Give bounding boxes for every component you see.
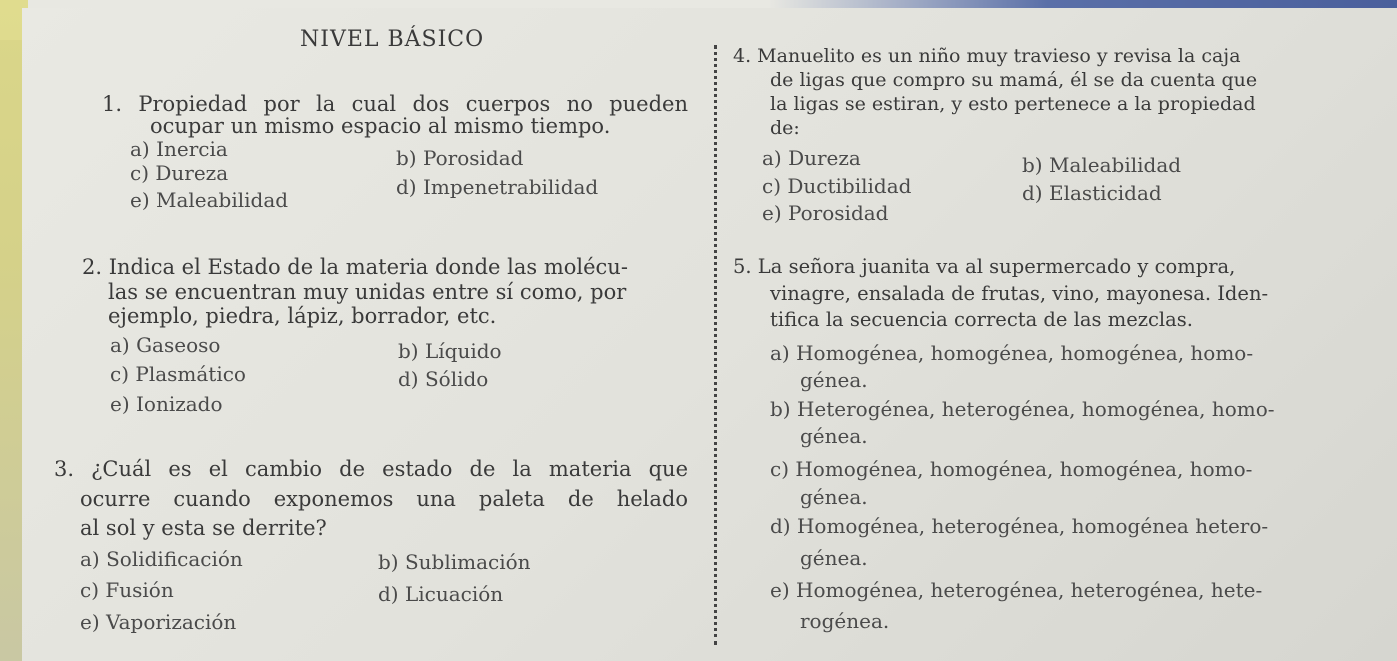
q5-option-b-line1[interactable]: b) Heterogénea, heterogénea, homogénea, homo- — [770, 397, 1275, 421]
q4-text-line4: de: — [770, 117, 800, 139]
q5-option-c-line2: génea. — [800, 485, 868, 509]
q1-option-a[interactable]: a) Inercia — [130, 137, 228, 161]
q5-option-a-line1[interactable]: a) Homogénea, homogénea, homogénea, homo- — [770, 341, 1254, 365]
q3-text-line3: al sol y esta se derrite? — [80, 516, 327, 540]
q5-text-line1: 5. La señora juanita va al supermercado y compra, — [733, 255, 1236, 278]
q2-text-line2: las se encuentran muy unidas entre sí como, por — [108, 280, 627, 304]
q5-option-d-line1[interactable]: d) Homogénea, heterogénea, homogénea hetero- — [770, 514, 1269, 538]
q4-text-line1: 4. Manuelito es un niño muy travieso y revisa la caja — [733, 45, 1241, 67]
q3-option-d[interactable]: d) Licuación — [378, 582, 504, 606]
q3-option-c[interactable]: c) Fusión — [80, 578, 174, 602]
q3-option-e[interactable]: e) Vaporización — [80, 610, 237, 634]
q1-text-line1: 1. Propiedad por la cual dos cuerpos no pueden — [102, 92, 688, 116]
q2-option-e[interactable]: e) Ionizado — [110, 392, 223, 416]
q1-option-d[interactable]: d) Impenetrabilidad — [396, 175, 599, 199]
q5-option-d-line2: génea. — [800, 546, 868, 570]
q3-option-b[interactable]: b) Sublimación — [378, 550, 531, 574]
q4-text-line2: de ligas que compro su mamá, él se da cuenta que — [770, 69, 1258, 91]
q1-option-b[interactable]: b) Porosidad — [396, 146, 524, 170]
q5-option-e-line1[interactable]: e) Homogénea, heterogénea, heterogénea, hete- — [770, 578, 1263, 602]
q4-option-c[interactable]: c) Ductibilidad — [762, 174, 912, 198]
q4-option-d[interactable]: d) Elasticidad — [1022, 181, 1162, 205]
q1-option-c[interactable]: c) Dureza — [130, 161, 229, 185]
q2-text-line3: ejemplo, piedra, lápiz, borrador, etc. — [108, 304, 497, 328]
section-title: NIVEL BÁSICO — [300, 27, 485, 52]
q5-option-a-line2: génea. — [800, 368, 868, 392]
q3-text-line1: 3. ¿Cuál es el cambio de estado de la materia que — [54, 457, 688, 481]
q2-option-d[interactable]: d) Sólido — [398, 367, 489, 391]
q4-text-line3: la ligas se estiran, y esto pertenece a la propiedad — [770, 93, 1256, 115]
q3-option-a[interactable]: a) Solidificación — [80, 547, 243, 571]
q3-text-line2: ocurre cuando exponemos una paleta de helado — [80, 487, 688, 511]
q4-option-b[interactable]: b) Maleabilidad — [1022, 153, 1182, 177]
q5-text-line2: vinagre, ensalada de frutas, vino, mayonesa. Iden- — [770, 282, 1269, 305]
q2-option-c[interactable]: c) Plasmático — [110, 362, 246, 386]
q1-option-e[interactable]: e) Maleabilidad — [130, 188, 289, 212]
q5-option-c-line1[interactable]: c) Homogénea, homogénea, homogénea, homo- — [770, 457, 1253, 481]
q1-text-line2: ocupar un mismo espacio al mismo tiempo. — [150, 114, 611, 138]
q5-option-e-line2: rogénea. — [800, 609, 890, 633]
column-divider — [714, 45, 717, 645]
q4-option-a[interactable]: a) Dureza — [762, 146, 861, 170]
q5-text-line3: tifica la secuencia correcta de las mezclas. — [770, 308, 1194, 331]
q2-option-b[interactable]: b) Líquido — [398, 339, 502, 363]
q2-option-a[interactable]: a) Gaseoso — [110, 333, 221, 357]
q4-option-e[interactable]: e) Porosidad — [762, 201, 889, 225]
q2-text-line1: 2. Indica el Estado de la materia donde las molécu- — [82, 255, 628, 279]
q5-option-b-line2: génea. — [800, 424, 868, 448]
